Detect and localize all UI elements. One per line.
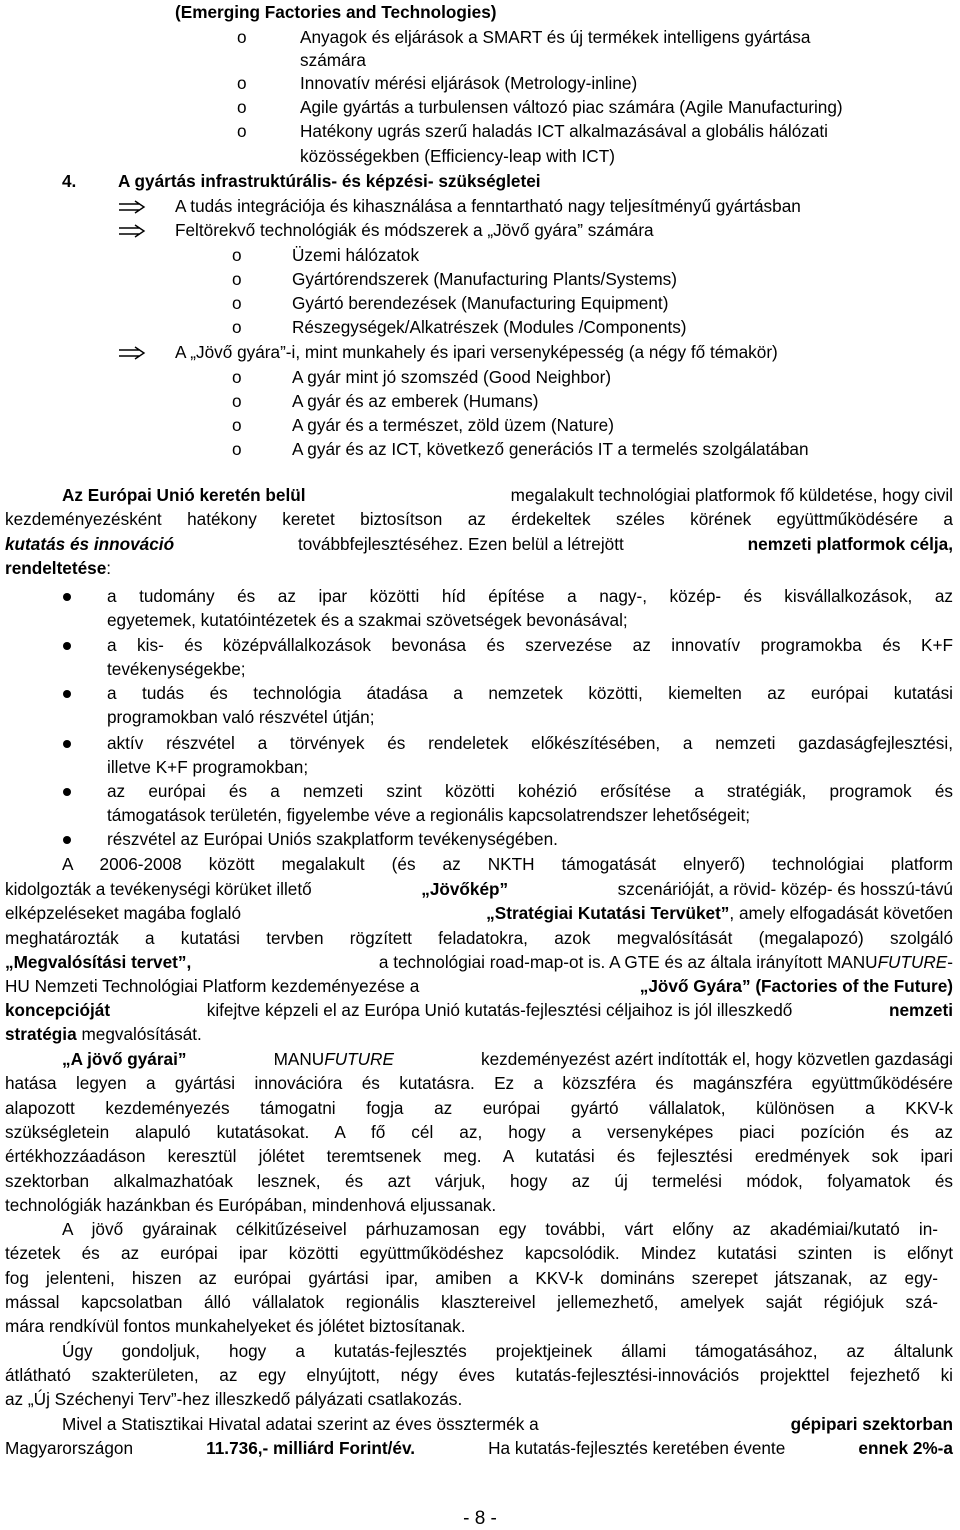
bullet-item: aktív részvétel a törvények és rendeletek előkészítésében, a nemzeti gazdaságfejlesztési, <box>107 733 953 753</box>
list-item: Hatékony ugrás szerű haladás ICT alkalmazásával a globális hálózati <box>300 121 829 141</box>
paragraph-line: kezdeményezésként hatékony keretet biztosítson az érdekeltek széles körének együttműködésére a <box>5 509 953 529</box>
sub-list-item: Gyártórendszerek (Manufacturing Plants/Systems) <box>292 269 677 289</box>
sub-list-item: A gyár és a természet, zöld üzem (Nature) <box>292 415 614 435</box>
paragraph-line: fog jelenteni, hiszen az európai gyártási ipar, amiben a KKV-k domináns szerepet játszanak, az egy- <box>5 1268 938 1288</box>
bullet-item-continuation: programokban való részvétel útján; <box>107 707 375 727</box>
paragraph-line: elképzeléseket magába foglaló „Stratégiai Kutatási Tervüket”, amely elfogadását követően <box>5 903 953 923</box>
list-marker: o <box>237 97 247 117</box>
paragraph-line: Magyarországon 11.736,- milliárd Forint/év. Ha kutatás-fejlesztés keretében évente ennek 2%-a <box>5 1438 953 1458</box>
paragraph-line: átlátható szakterületen, az egy elnyújtott, négy éves kutatás-fejlesztési-innovációs projekttel fejezhető ki <box>5 1365 953 1385</box>
paragraph-line: tézetek és az európai ipar közötti együttműködéshez kapcsolódik. Mindez kutatási szinten is előnyt <box>5 1243 953 1263</box>
page-number: - 8 - <box>463 1508 497 1529</box>
bullet-icon <box>63 740 71 748</box>
list-marker: o <box>232 439 242 459</box>
paragraph-line: szükségletein alapuló kutatásokat. A fő cél az, hogy a versenyképes piaci pozíción és az <box>5 1122 953 1142</box>
paragraph-line: rendeltetése: <box>5 558 112 578</box>
implies-arrow-icon <box>118 200 146 214</box>
sub-list-item: Üzemi hálózatok <box>292 245 420 265</box>
paragraph-line: Úgy gondoljuk, hogy a kutatás-fejlesztés projektjeinek állami támogatásához, az általunk <box>62 1341 953 1361</box>
paragraph-line: koncepcióját kifejtve képzeli el az Európa Unió kutatás-fejlesztési céljaihoz is jól illeszkedő nemzeti <box>5 1000 953 1020</box>
list-item-continuation: közösségekben (Efficiency-leap with ICT) <box>300 146 615 166</box>
list-item: Innovatív mérési eljárások (Metrology-inline) <box>300 73 638 93</box>
arrow-item: Feltörekvő technológiák és módszerek a „Jövő gyára” számára <box>175 220 654 240</box>
paragraph-line: szektorban alkalmazhatóak lesznek, és azt várjuk, hogy az új termelési módok, folyamatok és <box>5 1171 953 1191</box>
list-item: Anyagok és eljárások a SMART és új termékek intelligens gyártása <box>300 27 811 47</box>
bullet-item: részvétel az Európai Uniós szakplatform tevékenységében. <box>107 829 558 849</box>
bullet-item: a tudomány és az ipar közötti híd építése a nagy-, közép- és kisvállalkozások, az <box>107 586 953 606</box>
arrow-item: A tudás integrációja és kihasználása a fenntartható nagy teljesítményű gyártásban <box>175 196 801 216</box>
list-item: Agile gyártás a turbulensen változó piac számára (Agile Manufacturing) <box>300 97 843 117</box>
sub-list-item: A gyár és az emberek (Humans) <box>292 391 539 411</box>
section-title: A gyártás infrastruktúrális- és képzési- szükségletei <box>118 171 541 191</box>
paragraph-line: A 2006-2008 között megalakult (és az NKTH támogatását elnyerő) technológiai platform <box>62 854 953 874</box>
list-marker: o <box>232 415 242 435</box>
paragraph-line: meghatározták a kutatási tervben rögzített feladatokra, azok megvalósítását (megalapozó) szolgáló <box>5 928 953 948</box>
bullet-icon <box>63 788 71 796</box>
list-marker: o <box>232 245 242 265</box>
bullet-item: a tudás és technológia átadása a nemzetek közötti, kiemelten az európai kutatási <box>107 683 953 703</box>
list-marker: o <box>232 269 242 289</box>
paragraph-line: alapozott kezdeményezés támogatni fogja az európai gyártó vállalatok, különösen a KKV-k <box>5 1098 953 1118</box>
list-marker: o <box>237 73 247 93</box>
implies-arrow-icon <box>118 346 146 360</box>
bullet-item-continuation: illetve K+F programokban; <box>107 757 309 777</box>
paragraph-line: mára rendkívül fontos munkahelyeket és jólétet biztosítanak. <box>5 1316 466 1336</box>
paragraph-line: értékhozzáadáson keresztül jólétet teremtsenek meg. A kutatási és fejlesztési eredmények sok ipari <box>5 1146 953 1166</box>
paragraph-line: hatása legyen a gyártási innovációra és kutatásra. Ez a közszféra és magánszféra együttműködésére <box>5 1073 953 1093</box>
list-marker: o <box>232 391 242 411</box>
paragraph-line: kidolgozták a tevékenységi körüket illető „Jövőkép” szcenárióját, a rövid- közép- és hosszú-távú <box>5 879 953 899</box>
list-marker: o <box>237 27 247 47</box>
paragraph-line: „Megvalósítási tervet”, a technológiai road-map-ot is. A GTE és az általa irányított MANUFUTURE- <box>5 952 953 972</box>
sub-list-item: Gyártó berendezések (Manufacturing Equipment) <box>292 293 669 313</box>
list-marker: o <box>237 121 247 141</box>
list-marker: o <box>232 293 242 313</box>
bullet-item-continuation: egyetemek, kutatóintézetek és a szakmai szövetségek bevonásával; <box>107 610 628 630</box>
paragraph-line: kutatás és innováció továbbfejlesztéséhez. Ezen belül a létrejött nemzeti platformok célja, <box>5 534 953 554</box>
paragraph-line: HU Nemzeti Technológiai Platform kezdeményezése a „Jövő Gyára” (Factories of the Future) <box>5 976 953 996</box>
list-item-continuation: számára <box>300 50 366 70</box>
sub-list-item: Részegységek/Alkatrészek (Modules /Components) <box>292 317 687 337</box>
paragraph-line: mással kapcsolatban álló vállalatok regionális klasztereivel jellemezhető, amelyek saját régiójuk szá- <box>5 1292 938 1312</box>
paragraph-line: „A jövő gyárai” MANUFUTURE kezdeményezést azért indították el, hogy közvetlen gazdasági <box>62 1049 953 1069</box>
bullet-item-continuation: tevékenységekbe; <box>107 659 246 679</box>
bullet-icon <box>63 836 71 844</box>
arrow-item: A „Jövő gyára”-i, mint munkahely és ipari versenyképesség (a négy fő témakör) <box>175 342 778 362</box>
bullet-item-continuation: támogatások területén, figyelembe véve a regionális kapcsolatrendszer lehetőségeit; <box>107 805 750 825</box>
bullet-icon <box>63 593 71 601</box>
paragraph-line: stratégia megvalósítását. <box>5 1024 202 1044</box>
sub-list-item: A gyár és az ICT, következő generációs IT a termelés szolgálatában <box>292 439 809 459</box>
bullet-item: a kis- és középvállalkozások bevonása és szervezése az innovatív programokba és K+F <box>107 635 953 655</box>
bullet-item: az európai és a nemzeti szint közötti kohézió erősítése a stratégiák, programok és <box>107 781 953 801</box>
section-number: 4. <box>62 171 77 191</box>
section-heading: (Emerging Factories and Technologies) <box>175 2 497 22</box>
paragraph-line: Az Európai Unió keretén belül megalakult technológiai platformok fő küldetése, hogy civil <box>62 485 953 505</box>
bullet-icon <box>63 642 71 650</box>
paragraph-line: A jövő gyárainak célkitűzéseivel párhuzamosan egy további, várt előny az akadémiai/kutató in- <box>62 1219 938 1239</box>
paragraph-line: az „Új Széchenyi Terv”-hez illeszkedő pályázati csatlakozás. <box>5 1389 463 1409</box>
paragraph-line: Mivel a Statisztikai Hivatal adatai szerint az éves össztermék a gépipari szektorban <box>62 1414 953 1434</box>
list-marker: o <box>232 367 242 387</box>
paragraph-line: technológiák hazánkban és Európában, mindenhová eljussanak. <box>5 1195 497 1215</box>
sub-list-item: A gyár mint jó szomszéd (Good Neighbor) <box>292 367 612 387</box>
list-marker: o <box>232 317 242 337</box>
implies-arrow-icon <box>118 224 146 238</box>
bullet-icon <box>63 690 71 698</box>
